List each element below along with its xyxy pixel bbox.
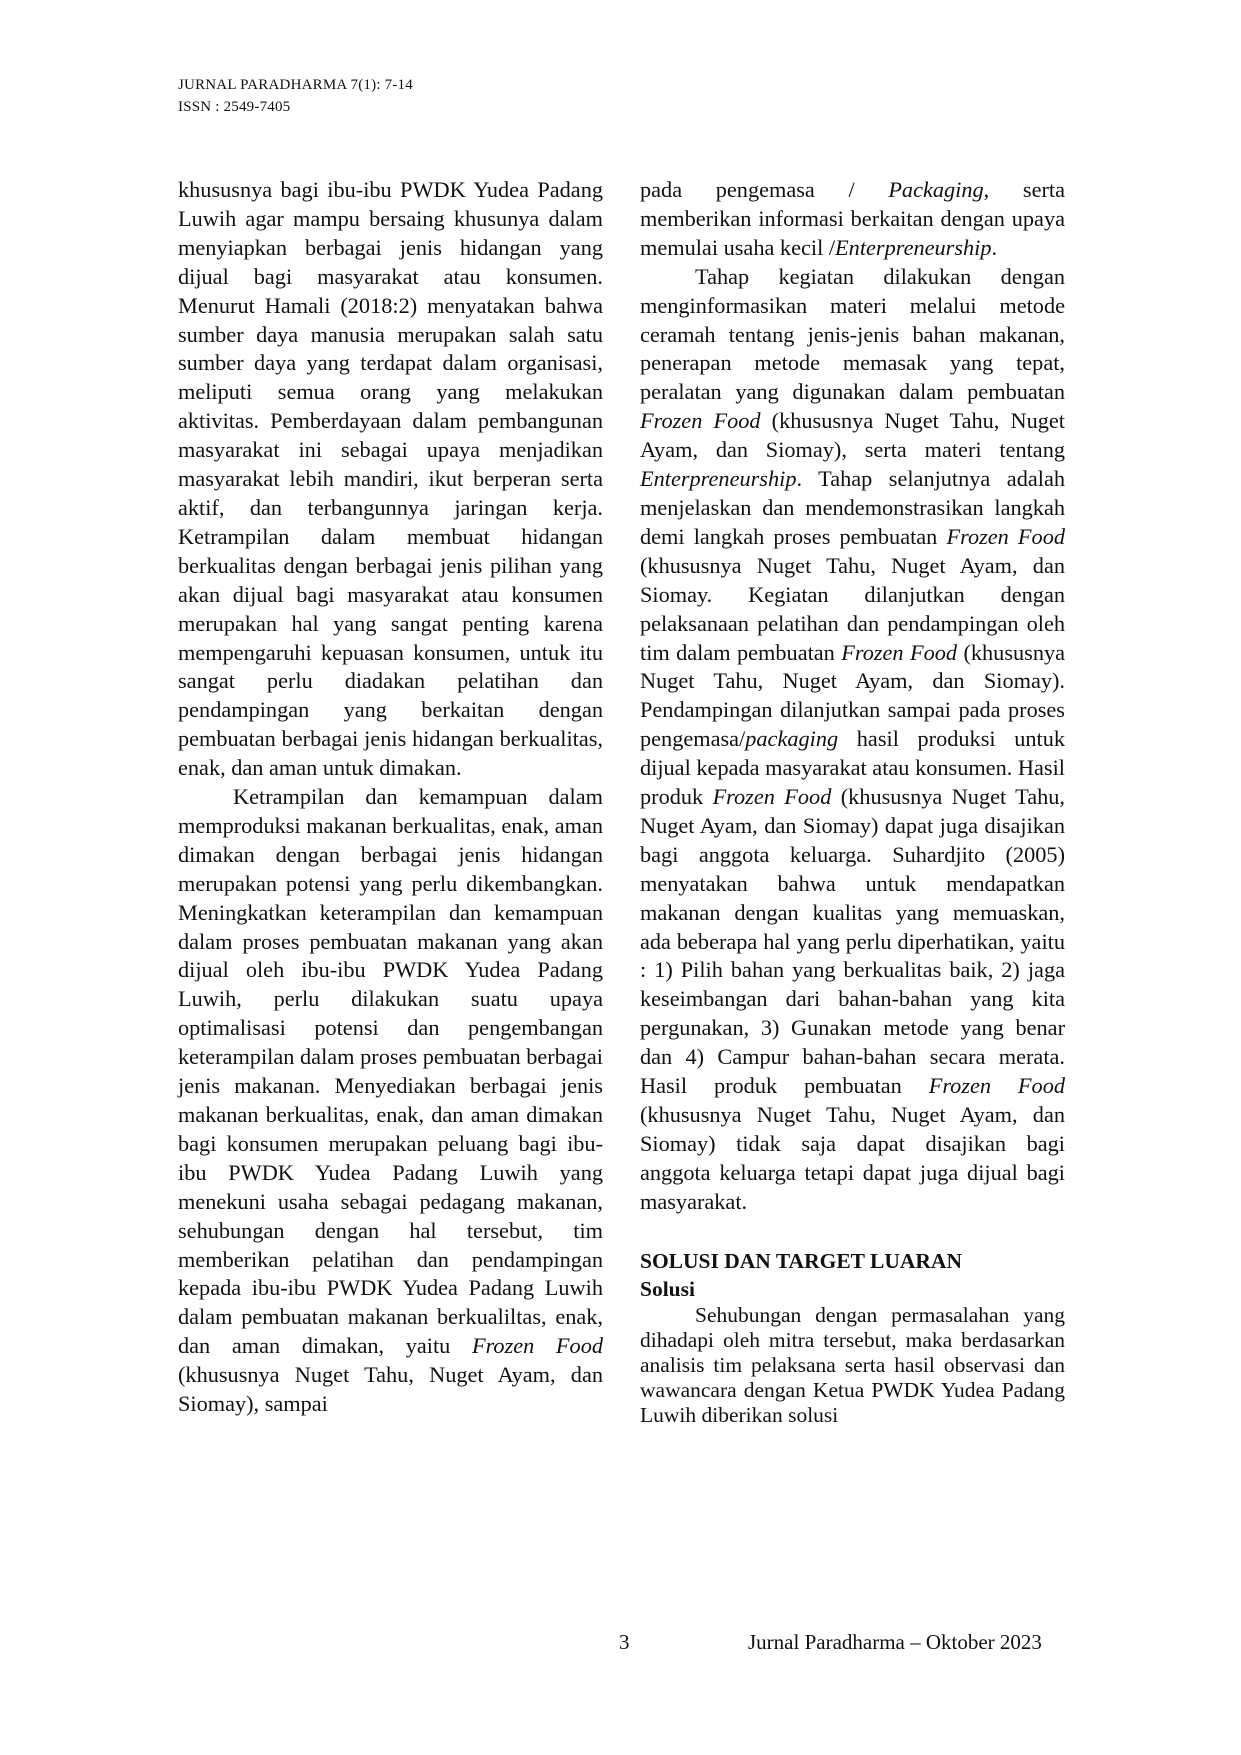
italic-term: Frozen Food bbox=[640, 408, 761, 434]
text-run: (khususnya Nuget Tahu, Nuget Ayam, dan Siomay). Pendampingan dilanjutkan sampai pada proses pengemasa/ bbox=[640, 639, 1066, 752]
body-paragraph bbox=[640, 176, 1065, 263]
footer-journal: Jurnal Paradharma – Oktober 2023 bbox=[748, 1630, 1042, 1654]
journal-citation: JURNAL PARADHARMA 7(1): 7-14 bbox=[178, 77, 413, 93]
text-run: . Tahap selanjutnya adalah menjelaskan dan mendemonstrasikan langkah demi langkah proses pembuatan bbox=[640, 466, 1065, 549]
text-run: . bbox=[991, 234, 998, 260]
italic-term: Frozen Food bbox=[471, 1333, 603, 1359]
italic-term: Frozen Food bbox=[928, 1073, 1065, 1099]
text-run: (khususnya Nuget Tahu, Nuget Ayam, dan Siomay), serta materi tentang bbox=[640, 408, 1065, 463]
text-run: (khususnya Nuget Tahu, Nuget Ayam, dan Siomay. Kegiatan dilanjutkan dengan pelaksanaan pelatihan dan pendampingan oleh tim dalam pembuatan bbox=[640, 552, 1065, 665]
page-number: 3 bbox=[619, 1630, 630, 1654]
text-run: (khususnya Nuget Tahu, Nuget Ayam, dan Siomay) dapat juga disajikan bagi anggota keluarga. Suhardjito (2005) menyatakan bahwa untuk mendapatkan makanan dengan kualitas yang memuaskan, ada beberapa hal yang perlu diperhatikan, yaitu : 1) Pilih bahan yang berkualitas baik, 2) jaga keseimbangan dari bahan-bahan yang kita pergunakan, 3) Gunakan metode yang benar dan 4) Campur bahan-bahan secara merata. Hasil produk pembuatan bbox=[640, 784, 1065, 1099]
text-run: (khususnya Nuget Tahu, Nuget Ayam, dan Siomay) tidak saja dapat disajikan bagi anggota keluarga tetapi dapat juga dijual bagi masyarakat. bbox=[640, 1102, 1065, 1214]
italic-term: Frozen Food bbox=[712, 784, 832, 810]
issn: ISSN : 2549-7405 bbox=[178, 99, 291, 115]
journal-header bbox=[178, 74, 413, 118]
text-run: Ketrampilan dan kemampuan dalam memproduksi makanan berkualitas, enak, aman dimakan dengan berbagai jenis hidangan merupakan potensi yang perlu dikembangkan. Meningkatkan keterampilan dan kemampuan dalam proses pembuatan makanan yang akan dijual oleh ibu-ibu PWDK Yudea Padang Luwih, perlu dilakukan suatu upaya optimalisasi potensi dan pengembangan keterampilan dalam proses pembuatan berbagai jenis makanan. Menyediakan berbagai jenis makanan berkualitas, enak, dan aman dimakan bagi konsumen merupakan peluang bagi ibu-ibu PWDK Yudea Padang Luwih yang menekuni usaha sebagai pedagang makanan, sehubungan dengan hal tersebut, tim memberikan pelatihan dan pendampingan kepada ibu-ibu PWDK Yudea Padang Luwih dalam pembuatan makanan berkualiltas, enak, dan aman dimakan, yaitu bbox=[178, 784, 603, 1359]
body-paragraph: khususnya bagi ibu-ibu PWDK Yudea Padang Luwih agar mampu bersaing khusunya dalam menyiapkan berbagai jenis hidangan yang dijual bagi masyarakat atau konsumen. Menurut Hamali (2018:2) menyatakan bahwa sumber daya manusia merupakan salah satu sumber daya yang terdapat dalam organisasi, meliputi semua orang yang melakukan aktivitas. Pemberdayaan dalam pembangunan masyarakat ini sebagai upaya menjadikan masyarakat lebih mandiri, ikut berperan serta aktif, dan terbangunnya jaringan kerja. Ketrampilan dalam membuat hidangan berkualitas dengan berbagai jenis pilihan yang akan dijual bagi masyarakat atau konsumen merupakan hal yang sangat penting karena mempengaruhi kepuasan konsumen, untuk itu sangat perlu diadakan pelatihan dan pendampingan yang berkaitan dengan pembuatan berbagai jenis hidangan berkualitas, enak, dan aman untuk dimakan. bbox=[178, 177, 603, 781]
text-run: , serta memberikan informasi berkaitan dengan upaya memulai usaha kecil / bbox=[640, 177, 1065, 260]
body-paragraph: Sehubungan dengan permasalahan yang dihadapi oleh mitra tersebut, maka berdasarkan analisis tim pelaksana serta hasil observasi dan wawancara dengan Ketua PWDK Yudea Padang Luwih diberikan solusi bbox=[640, 1302, 1065, 1427]
italic-term: packaging bbox=[745, 726, 839, 752]
text-run: (khususnya Nuget Tahu, Nuget Ayam, dan Siomay), sampai bbox=[178, 1362, 603, 1417]
body-paragraph bbox=[640, 263, 1065, 1217]
section-heading: SOLUSI DAN TARGET LUARAN bbox=[640, 1248, 962, 1273]
text-run: hasil produksi untuk dijual kepada masyarakat atau konsumen. Hasil produk bbox=[640, 726, 1065, 810]
body-paragraph bbox=[178, 783, 603, 1419]
italic-term: Packaging bbox=[888, 177, 984, 202]
section-spacer bbox=[640, 1217, 1065, 1247]
italic-term: Frozen Food bbox=[841, 639, 958, 665]
text-run: pada pengemasa / bbox=[640, 177, 889, 202]
italic-term: Enterpreneurship bbox=[835, 234, 992, 260]
left-column bbox=[178, 176, 603, 1419]
subsection-heading: Solusi bbox=[640, 1276, 695, 1301]
right-column bbox=[640, 176, 1065, 1428]
italic-term: Enterpreneurship bbox=[640, 466, 797, 492]
text-run: Tahap kegiatan dilakukan dengan menginformasikan materi melalui metode ceramah tentang jenis-jenis bahan makanan, penerapan metode memasak yang tepat, peralatan yang digunakan dalam pembuatan bbox=[640, 263, 1065, 405]
italic-term: Frozen Food bbox=[946, 523, 1065, 549]
